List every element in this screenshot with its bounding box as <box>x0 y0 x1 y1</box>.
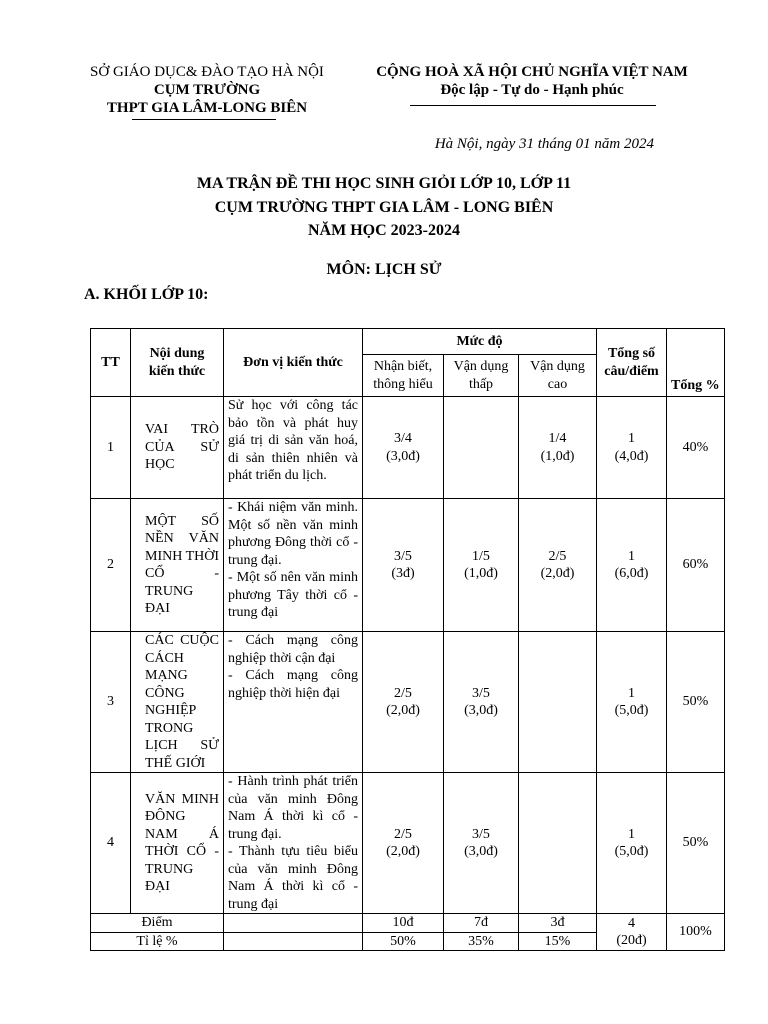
header-level-3: Vận dụng cao <box>519 355 597 397</box>
points-row <box>91 914 725 933</box>
grand-total-count: 4 <box>628 915 635 931</box>
row-unit: - Hành trình phát triển của văn minh Đông Nam Á thời kì cổ - trung đại. - Thành tựu tiêu biểu của văn minh Đông Nam Á thời kì cổ - trung đại <box>224 773 363 914</box>
grand-total-points: (20đ) <box>616 933 647 948</box>
header-tt: TT <box>91 329 131 397</box>
department-name: SỞ GIÁO DỤC& ĐÀO TẠO HÀ NỘI <box>90 64 324 80</box>
row-level-1-points: (2,0đ) <box>386 844 420 859</box>
row-level-2 <box>444 632 519 773</box>
row-level-2-points: (3,0đ) <box>464 703 498 718</box>
header-right-underline <box>410 105 656 106</box>
points-empty <box>224 914 363 933</box>
row-level-2 <box>444 773 519 914</box>
row-tt: 3 <box>91 632 131 773</box>
grand-total-percent: 100% <box>667 914 725 951</box>
row-tt: 2 <box>91 499 131 632</box>
row-level-2 <box>444 499 519 632</box>
row-level-2-ratio: 3/5 <box>472 685 490 701</box>
row-total-points: (6,0đ) <box>614 566 649 581</box>
document-title-line2: CỤM TRƯỜNG THPT GIA LÂM - LONG BIÊN <box>214 199 554 216</box>
row-level-3 <box>519 632 597 773</box>
header-left <box>70 63 344 117</box>
row-level-3-points: (2,0đ) <box>540 566 575 581</box>
header-level: Mức độ <box>363 329 597 355</box>
row-total <box>597 632 667 773</box>
table-row <box>91 632 725 773</box>
row-level-1-ratio: 2/5 <box>394 826 412 842</box>
points-level-1: 10đ <box>363 914 444 933</box>
cluster-name: CỤM TRƯỜNG <box>153 82 261 98</box>
row-percent: 50% <box>667 773 725 914</box>
table-row <box>91 397 725 499</box>
row-total <box>597 397 667 499</box>
national-title: CỘNG HOÀ XÃ HỘI CHỦ NGHĨA VIỆT NAM <box>376 64 688 80</box>
header-right <box>352 63 712 99</box>
row-level-3 <box>519 773 597 914</box>
ratio-level-2: 35% <box>444 932 519 951</box>
subject-title: MÔN: LỊCH SỬ <box>326 261 442 278</box>
row-level-1-ratio: 2/5 <box>394 685 412 701</box>
row-level-3-points: (1,0đ) <box>540 448 575 464</box>
row-level-3 <box>519 397 597 499</box>
row-tt: 4 <box>91 773 131 914</box>
row-level-1-points: (3,0đ) <box>386 448 420 464</box>
national-motto: Độc lập - Tự do - Hạnh phúc <box>440 82 624 98</box>
ratio-label: Tỉ lệ % <box>91 932 224 951</box>
school-name: THPT GIA LÂM-LONG BIÊN <box>106 100 308 116</box>
header-left-underline <box>132 119 276 120</box>
row-percent: 40% <box>667 397 725 499</box>
row-total-points: (5,0đ) <box>614 844 649 859</box>
row-level-1 <box>363 632 444 773</box>
table-header-row <box>91 329 725 355</box>
table-row <box>91 499 725 632</box>
header-level-1: Nhận biết, thông hiểu <box>363 355 444 397</box>
row-level-1 <box>363 397 444 499</box>
row-total-points: (4,0đ) <box>614 448 649 464</box>
header-total: Tổng số câu/điểm <box>597 329 667 397</box>
header-unit: Đơn vị kiến thức <box>224 329 363 397</box>
row-unit: - Khái niệm văn minh. Một số nền văn minh phương Đông thời cổ - trung đại. - Một số nên văn minh phương Tây thời cổ - trung đại <box>224 499 363 632</box>
header-level-2: Vận dụng thấp <box>444 355 519 397</box>
row-level-3-ratio: 1/4 <box>548 431 567 446</box>
header-content: Nội dung kiến thức <box>131 329 224 397</box>
row-tt: 1 <box>91 397 131 499</box>
row-level-1 <box>363 773 444 914</box>
row-level-2 <box>444 397 519 499</box>
exam-matrix-table <box>90 328 725 951</box>
row-topic: MỘT SỐ NỀN VĂN MINH THỜI CỔ - TRUNG ĐẠI <box>131 499 224 632</box>
date-line: Hà Nội, ngày 31 tháng 01 năm 2024 <box>434 136 654 152</box>
row-total <box>597 499 667 632</box>
row-topic: VAI TRÒ CỦA SỬ HỌC <box>131 397 224 499</box>
points-level-2: 7đ <box>444 914 519 933</box>
grand-total <box>597 914 667 951</box>
document-title-line1: MA TRẬN ĐỀ THI HỌC SINH GIỎI LỚP 10, LỚP 11 <box>196 175 572 192</box>
row-level-2-points: (1,0đ) <box>464 566 498 581</box>
row-level-1 <box>363 499 444 632</box>
row-level-1-points: (3đ) <box>391 566 415 581</box>
ratio-level-3: 15% <box>519 932 597 951</box>
row-topic: CÁC CUỘC CÁCH MẠNG CÔNG NGHIỆP TRONG LỊCH SỬ THẾ GIỚI <box>131 632 224 773</box>
row-level-1-ratio: 3/4 <box>394 431 412 446</box>
points-level-3: 3đ <box>519 914 597 933</box>
row-total-count: 1 <box>628 548 635 564</box>
section-heading: A. KHỐI LỚP 10: <box>84 286 209 303</box>
row-level-2-ratio: 1/5 <box>472 548 490 564</box>
row-level-2-ratio: 3/5 <box>472 826 490 842</box>
document-title-line3: NĂM HỌC 2023-2024 <box>308 222 460 239</box>
row-percent: 50% <box>667 632 725 773</box>
row-unit: Sử học với công tác bảo tồn và phát huy giá trị di sản văn hoá, di sản thiên nhiên và phát triển du lịch. <box>224 397 363 499</box>
row-unit: - Cách mạng công nghiệp thời cận đại - Cách mạng công nghiệp thời hiện đại <box>224 632 363 773</box>
table-row <box>91 773 725 914</box>
row-percent: 60% <box>667 499 725 632</box>
ratio-empty <box>224 932 363 951</box>
header-percent: Tổng % <box>667 329 725 397</box>
row-topic: VĂN MINH ĐÔNG NAM Á THỜI CỔ - TRUNG ĐẠI <box>131 773 224 914</box>
row-level-2-points: (3,0đ) <box>464 844 498 859</box>
row-total <box>597 773 667 914</box>
row-level-1-ratio: 3/5 <box>394 548 412 564</box>
row-level-1-points: (2,0đ) <box>386 703 420 718</box>
row-level-3 <box>519 499 597 632</box>
row-total-points: (5,0đ) <box>614 703 649 718</box>
row-total-count: 1 <box>628 685 635 701</box>
points-label: Điểm <box>91 914 224 933</box>
row-total-count: 1 <box>628 826 635 842</box>
row-level-3-ratio: 2/5 <box>548 548 567 564</box>
ratio-level-1: 50% <box>363 932 444 951</box>
row-total-count: 1 <box>628 431 635 446</box>
